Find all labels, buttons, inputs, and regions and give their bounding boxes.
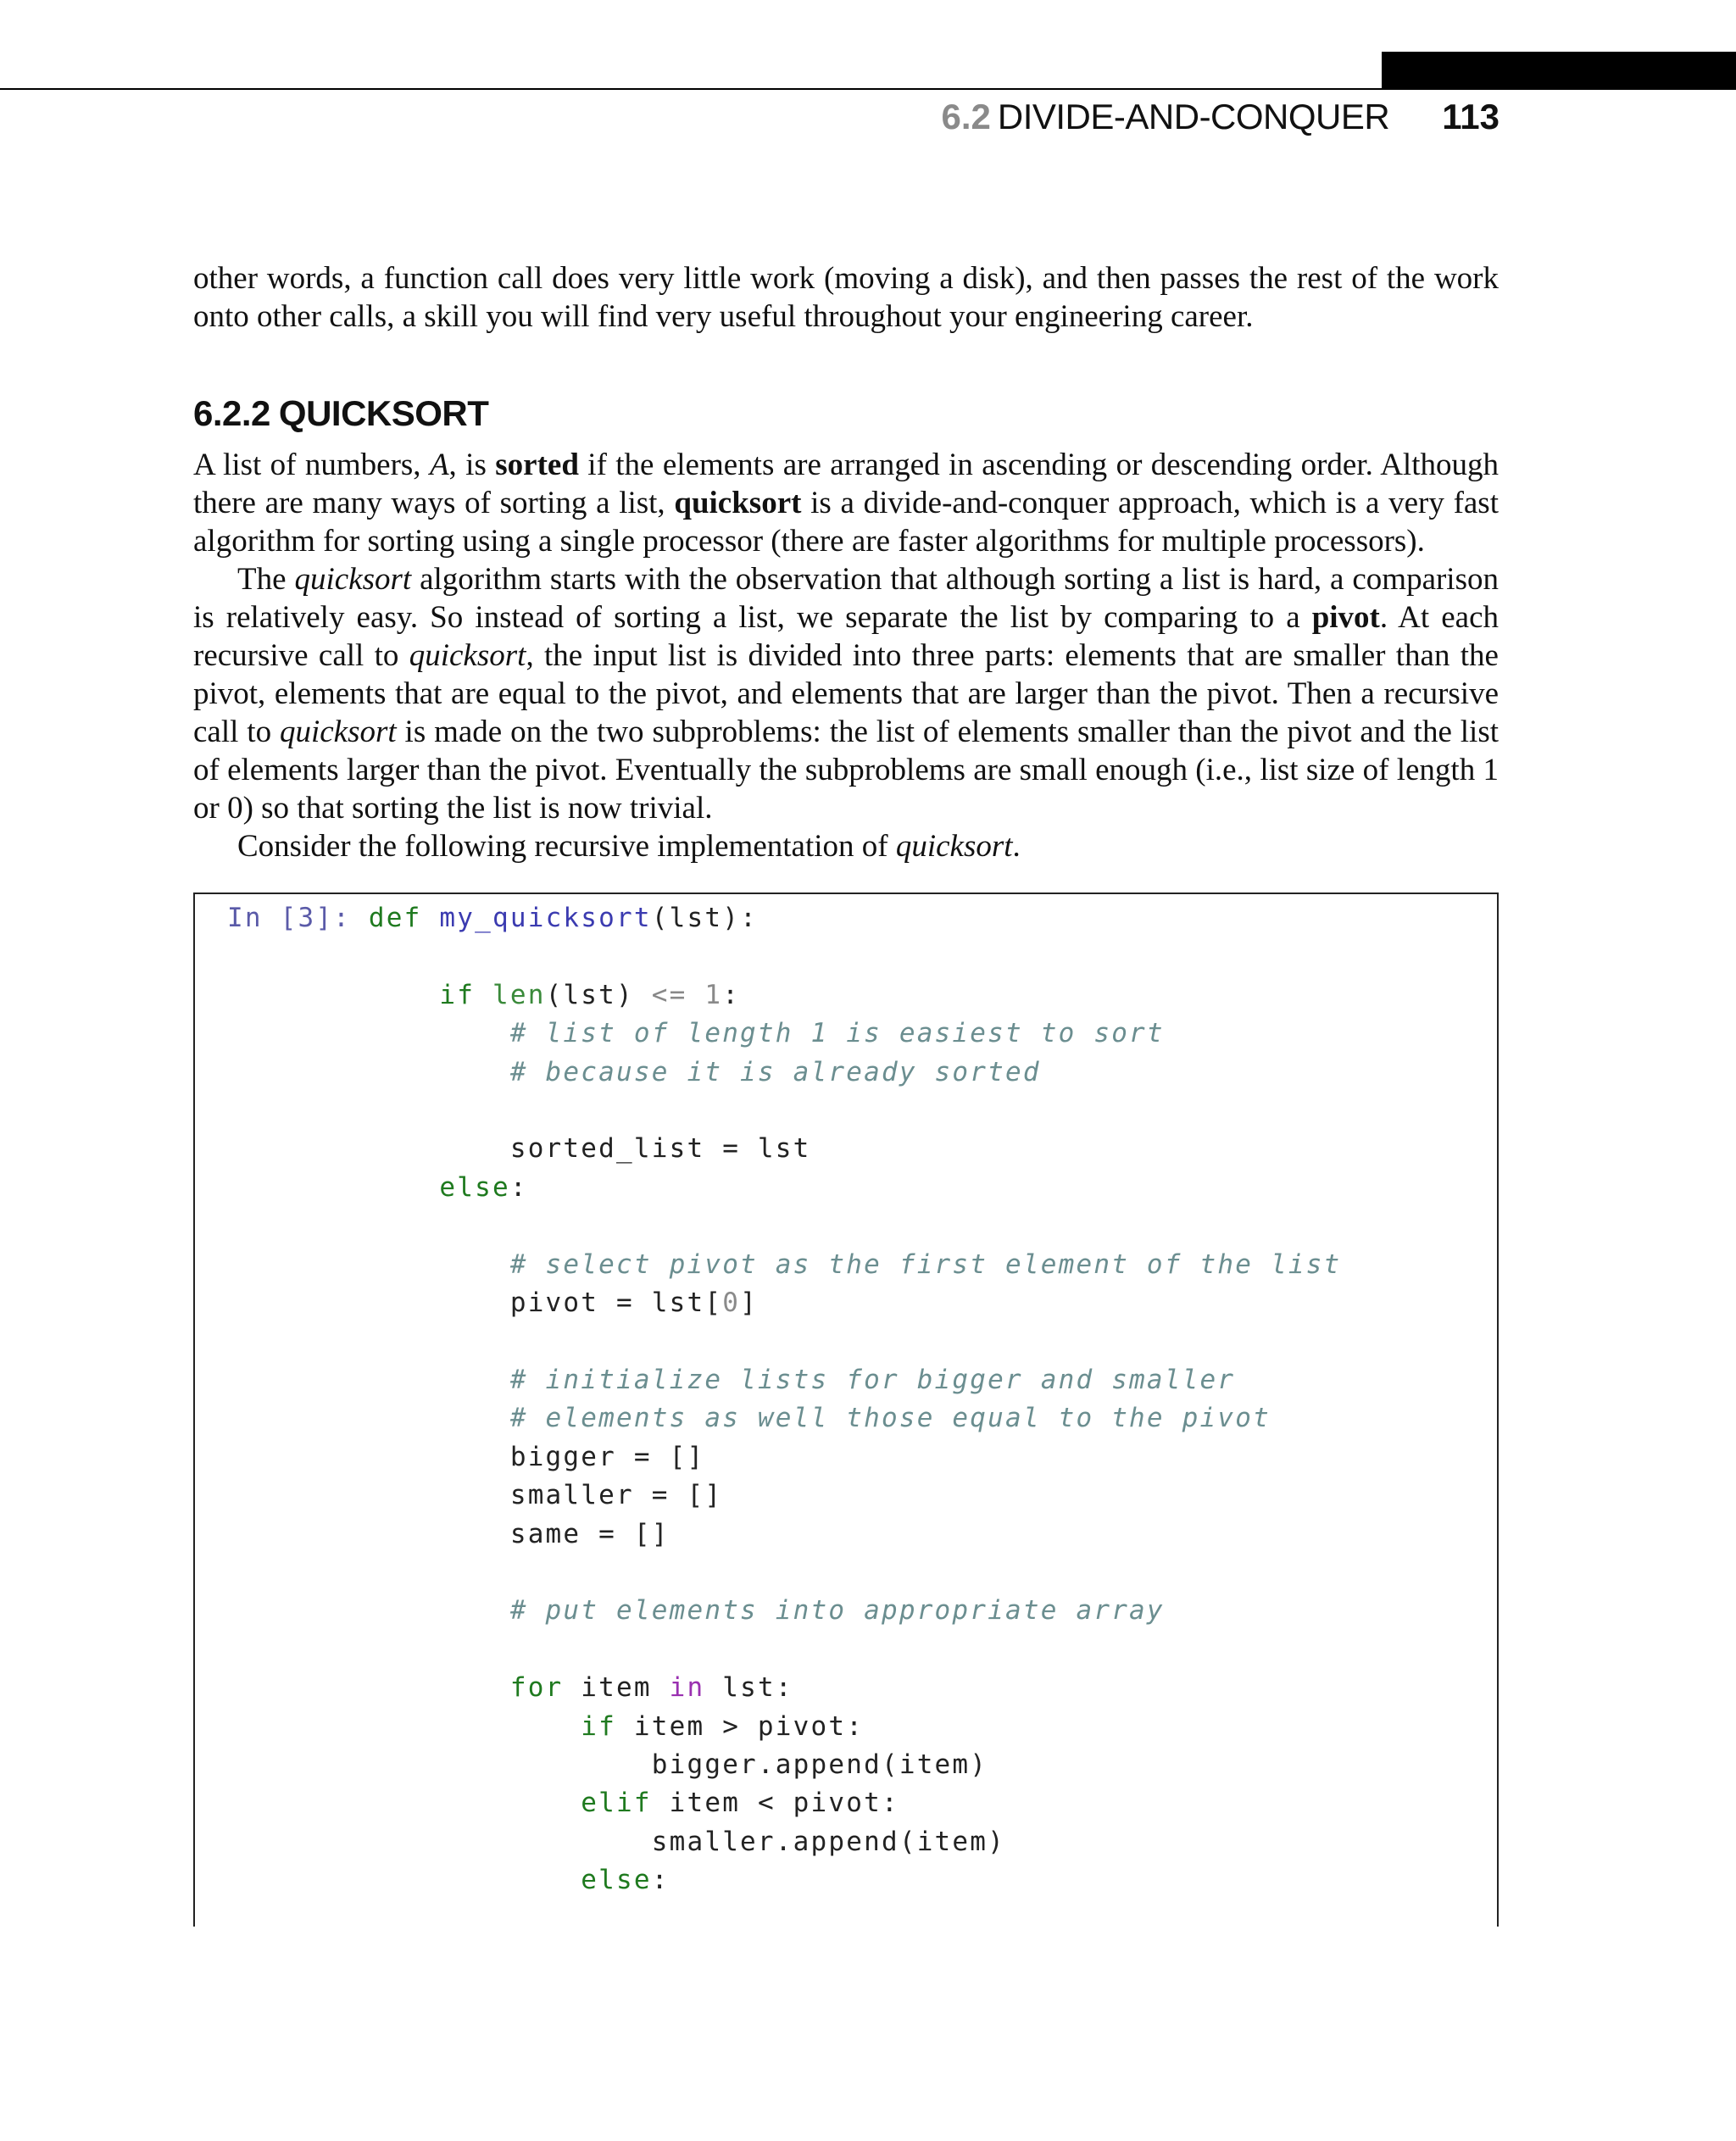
code-text: sorted_list = lst: [509, 1133, 811, 1165]
code-block: [227, 899, 1341, 1900]
term-sorted: sorted: [495, 448, 579, 482]
code-text: pivot = lst[: [509, 1287, 723, 1319]
code-text: (lst):: [651, 903, 758, 933]
code-text: lst:: [722, 1672, 793, 1704]
keyword-if: if: [439, 979, 476, 1010]
code-comment: # elements as well those equal to the pivot: [509, 1403, 1271, 1434]
code-text: :: [722, 979, 741, 1010]
section-title: DIVIDE-AND-CONQUER: [997, 97, 1390, 136]
text-run: , the input list is divided into three parts: elements that are smaller than the pivot, elements that are equal to the pivot, and elements that are larger than the pivot. Then a recursive call to: [193, 638, 1499, 749]
text-run: , is: [448, 448, 496, 482]
term-pivot: pivot: [1311, 600, 1380, 635]
text-run: .: [1012, 829, 1021, 864]
code-text: smaller = []: [509, 1480, 723, 1511]
input-prompt: In [3]:: [227, 903, 352, 933]
keyword-in: in: [669, 1672, 705, 1704]
code-comment: # initialize lists for bigger and smaller: [509, 1364, 1236, 1395]
text-run: is made on the two subproblems: the list of elements smaller than the pivot and the list of elements larger than the pivot. Eventually the subproblems are small enough (i.e., list size of length 1 or 0) so that sorting the list is now trivial.: [193, 715, 1499, 826]
text-run: if the elements are arranged in ascending or descending order. Although there are many ways of sorting a list,: [193, 448, 1499, 520]
code-text: smaller.append(item): [651, 1826, 1006, 1857]
keyword-elif: elif: [581, 1788, 652, 1819]
number-literal: 0: [722, 1287, 741, 1319]
emphasis-quicksort: quicksort: [294, 562, 412, 597]
keyword-def: def: [368, 903, 422, 933]
keyword-else: else: [439, 1171, 510, 1203]
text-run: Consider the following recursive implementation of: [237, 829, 896, 864]
paragraph-sorted-definition: [193, 446, 1499, 560]
keyword-else: else: [581, 1865, 652, 1896]
text-run: The: [237, 562, 295, 597]
paragraph: other words, a function call does very little work (moving a disk), and then passes the rest of the work onto other calls, a skill you will find very useful throughout your engineering career.: [193, 261, 1499, 334]
intro-paragraph-block: [193, 259, 1499, 336]
text-run: is a divide-and-conquer approach, which is a very fast algorithm for sorting using a single processor (there are faster algorithms for multiple processors).: [193, 486, 1499, 559]
header-black-bar: [1382, 52, 1736, 89]
text-run: algorithm starts with the observation that although sorting a list is hard, a comparison is relatively easy. So instead of sorting a list, we separate the list by comparing to a: [193, 562, 1499, 635]
variable-a: A: [429, 448, 449, 482]
code-comment: # select pivot as the first element of the list: [509, 1248, 1342, 1280]
builtin-len: len: [492, 979, 546, 1010]
emphasis-quicksort: quicksort: [409, 638, 526, 673]
code-text: item < pivot:: [669, 1788, 899, 1819]
heading-number: 6.2.2: [193, 393, 270, 433]
running-head: [941, 92, 1500, 142]
keyword-for: for: [509, 1672, 564, 1704]
text-run: . At each recursive call to: [193, 600, 1499, 673]
operator: <=: [651, 979, 687, 1010]
code-comment: # list of length 1 is easiest to sort: [509, 1018, 1165, 1049]
heading-title: QUICKSORT: [278, 393, 489, 433]
page-number: 113: [1442, 97, 1500, 136]
emphasis-quicksort: quicksort: [279, 715, 397, 749]
header-rule: [0, 88, 1736, 90]
section-number: 6.2: [941, 97, 991, 136]
code-comment: # put elements into appropriate array: [509, 1595, 1165, 1627]
code-comment: # because it is already sorted: [509, 1056, 1041, 1087]
paragraph-quicksort-explanation: [193, 560, 1499, 827]
number-literal: 1: [704, 979, 723, 1010]
term-quicksort: quicksort: [674, 486, 802, 520]
code-text: item > pivot:: [633, 1710, 865, 1742]
paragraph-consider: [193, 827, 1499, 865]
code-text: item: [581, 1672, 652, 1704]
keyword-if: if: [581, 1710, 617, 1742]
code-text: :: [651, 1865, 670, 1896]
function-name: my_quicksort: [439, 903, 652, 933]
emphasis-quicksort: quicksort: [895, 829, 1013, 864]
code-text: (lst): [545, 979, 634, 1010]
section-heading: [193, 390, 488, 437]
code-text: bigger = []: [509, 1441, 705, 1472]
code-text: same = []: [509, 1518, 670, 1549]
code-text: :: [509, 1171, 528, 1203]
body-text: [193, 446, 1499, 865]
text-run: A list of numbers,: [193, 448, 430, 482]
code-text: bigger.append(item): [651, 1749, 988, 1780]
code-text: ]: [740, 1287, 758, 1319]
